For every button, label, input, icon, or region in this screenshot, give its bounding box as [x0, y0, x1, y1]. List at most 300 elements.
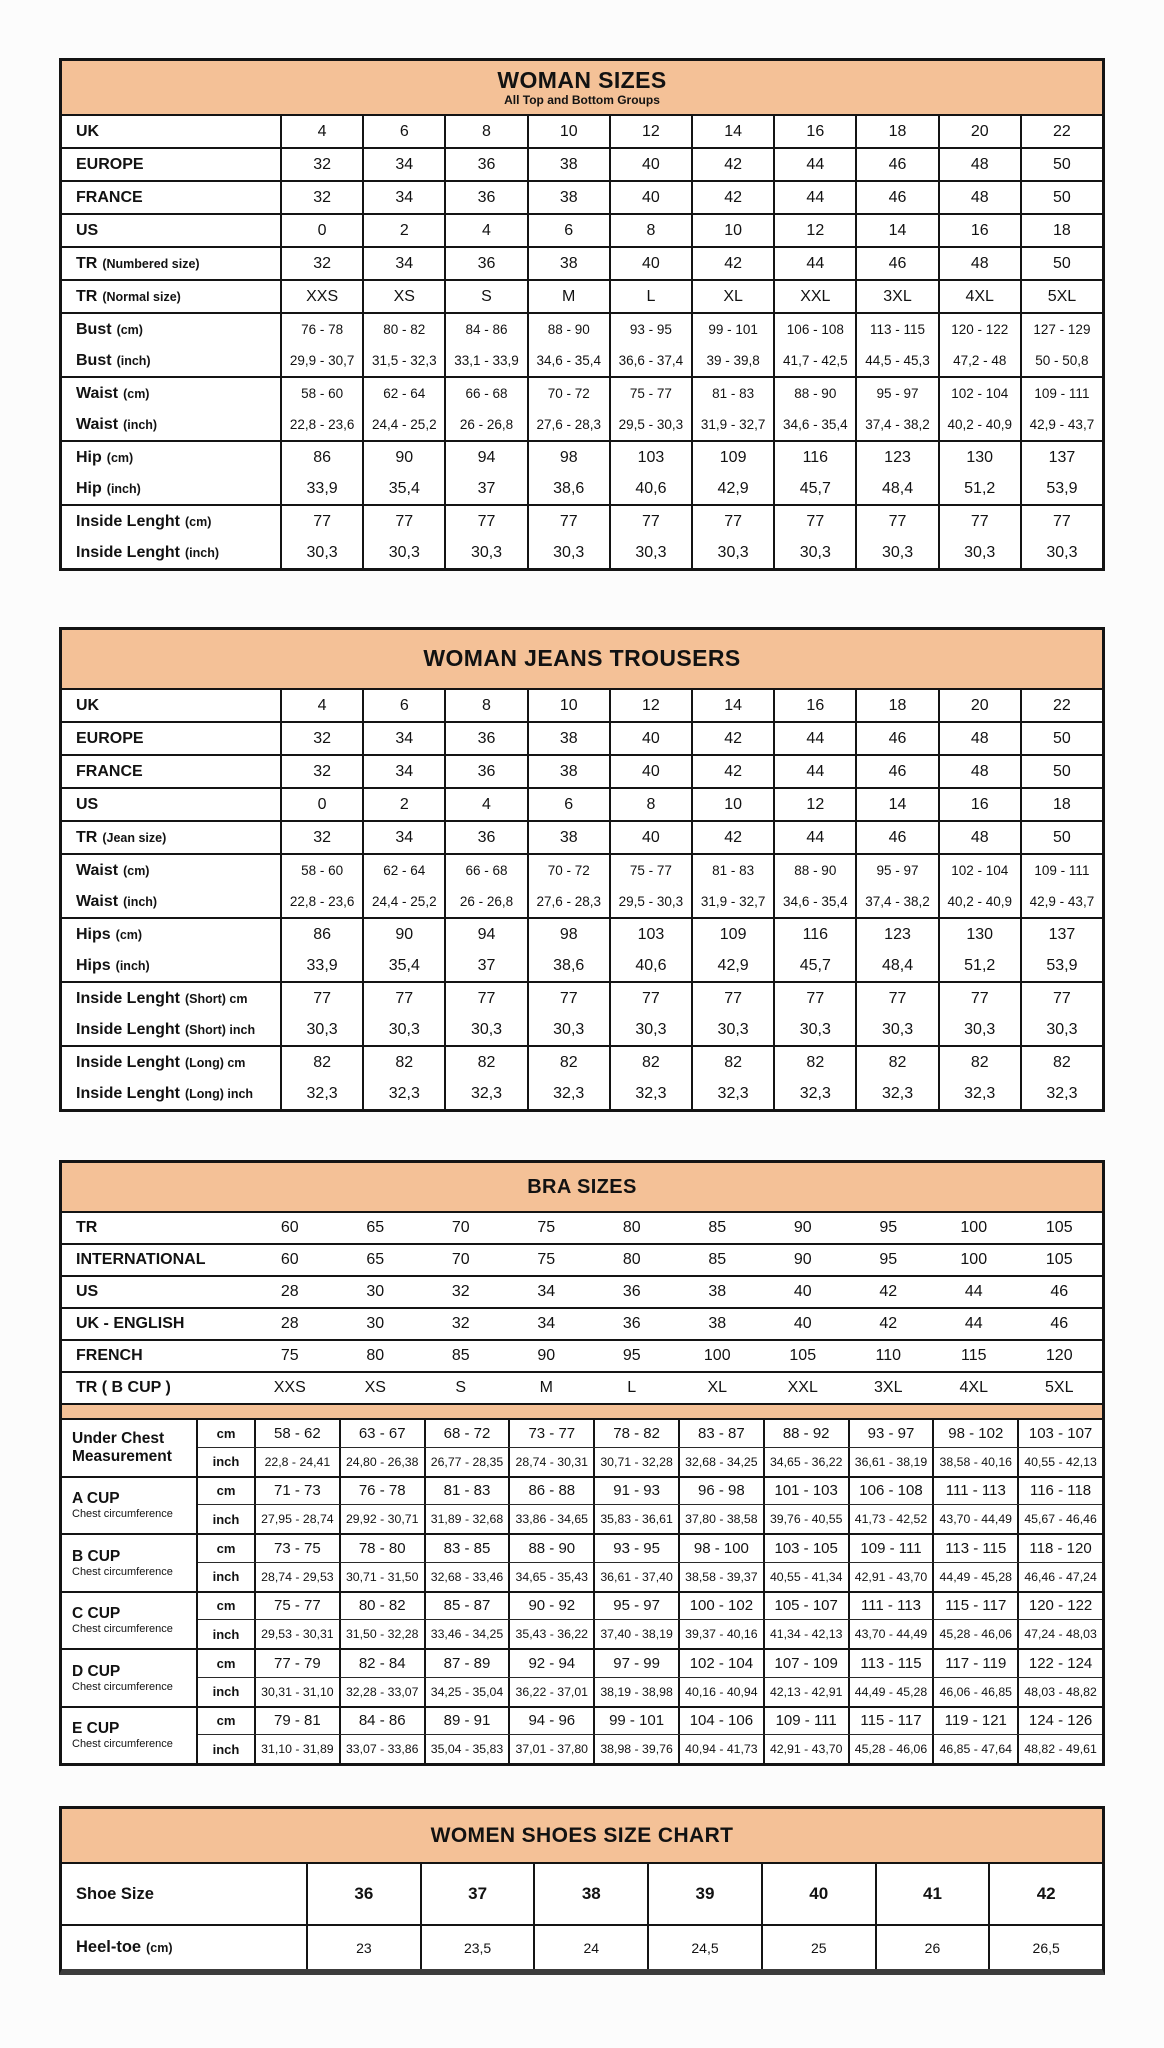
size-value-cell: 42	[693, 822, 775, 853]
size-value-cell: 78 - 82	[595, 1420, 680, 1447]
size-value-cell: 30,3	[775, 537, 857, 568]
size-value-cell: 82	[364, 1047, 446, 1078]
table-title: WOMEN SHOES SIZE CHART	[430, 1823, 734, 1847]
size-value-cell: 22	[1053, 696, 1071, 714]
cup-label	[62, 1478, 198, 1534]
size-value-cell: 70 - 72	[529, 855, 611, 886]
size-value-cell: 68 - 72	[426, 1420, 511, 1447]
row-label	[62, 1926, 308, 1969]
size-value-cell: 113 - 115	[850, 1650, 935, 1677]
row-label-note: (Long) cm	[185, 1055, 246, 1070]
size-value-cell: 30,3	[611, 537, 693, 568]
row-label-text: UK	[76, 122, 100, 140]
jeans-body	[62, 690, 1102, 1109]
row-label: TR	[76, 1219, 98, 1236]
size-value-cell: 40	[611, 182, 693, 213]
row-group	[62, 506, 1102, 568]
size-value-cell: 60	[280, 1251, 299, 1268]
table-title: WOMAN SIZES	[497, 66, 667, 93]
size-value-cell: 38	[529, 822, 611, 853]
size-value-cell: 39,37 - 40,16	[680, 1620, 765, 1648]
table-row	[62, 1864, 1102, 1924]
size-value-cell: 31,89 - 32,68	[426, 1505, 511, 1533]
size-value-cell: 88 - 92	[765, 1420, 850, 1447]
row-label-note: (inch)	[106, 481, 141, 496]
size-value-cell: 32,3	[693, 1078, 775, 1109]
size-value-cell: 80	[366, 1347, 385, 1364]
size-value-cell: 95 - 97	[595, 1593, 680, 1620]
size-value-cell: 94	[446, 919, 528, 950]
table-row	[62, 473, 1102, 504]
row-label-text: Waist	[76, 861, 119, 879]
size-value-cell: 75	[537, 1251, 556, 1268]
row-label-text: Hips	[76, 956, 111, 974]
size-value-cell: 66 - 68	[446, 855, 528, 886]
bra-conversion-row	[62, 1277, 1102, 1309]
size-value-cell: 16	[775, 116, 857, 147]
cup-inch-row	[198, 1735, 1102, 1763]
size-value-cell: 137	[1048, 448, 1076, 466]
size-value-cell: 98	[529, 442, 611, 473]
row-label-text: Inside Lenght	[76, 1084, 180, 1102]
size-value-cell: 40	[793, 1315, 812, 1332]
bra-header	[62, 1163, 1102, 1213]
size-value-cell: 109 - 111	[765, 1708, 850, 1735]
table-row	[62, 345, 1102, 376]
row-label-text: Inside Lenght	[76, 543, 180, 561]
size-value-cell: 81 - 83	[693, 855, 775, 886]
size-value-cell: 41,73 - 42,52	[850, 1505, 935, 1533]
cup-label	[62, 1593, 198, 1649]
size-value-cell: 41,7 - 42,5	[775, 345, 857, 376]
row-label-note: (cm)	[123, 863, 150, 878]
size-value-cell: 35,83 - 36,61	[595, 1505, 680, 1533]
cup-rows	[198, 1535, 1102, 1591]
size-value-cell: 53,9	[1046, 479, 1078, 497]
row-label-note: (Normal size)	[102, 289, 181, 304]
size-value-cell: 76 - 78	[282, 314, 364, 345]
row-group	[62, 822, 1102, 855]
size-value-cell: 70	[451, 1219, 470, 1236]
size-value-cell: 18	[1053, 221, 1071, 239]
size-value-cell: 77	[611, 983, 693, 1014]
row-group	[62, 690, 1102, 723]
size-value-cell: 82	[693, 1047, 775, 1078]
size-value-cell: 36	[446, 756, 528, 787]
size-value-cell: 116	[775, 442, 857, 473]
table-row	[62, 1926, 1102, 1969]
row-group	[62, 378, 1102, 442]
size-value-cell: 30,3	[364, 1014, 446, 1045]
size-value-cell: 34,6 - 35,4	[529, 345, 611, 376]
size-value-cell: 32,28 - 33,07	[341, 1678, 426, 1706]
table-row	[62, 149, 1102, 180]
shoes-size-table	[59, 1806, 1105, 1975]
size-value-cell: 16	[940, 215, 1022, 246]
row-label-text: UK	[76, 696, 100, 714]
size-value-cell: 53,9	[1046, 956, 1078, 974]
cup-rows	[198, 1420, 1102, 1476]
size-value-cell: 46	[1050, 1283, 1069, 1300]
size-value-cell: 44,49 - 45,28	[934, 1563, 1019, 1591]
size-value-cell: 23	[308, 1926, 422, 1969]
size-value-cell: 37	[446, 473, 528, 504]
size-value-cell: 30,71 - 32,28	[595, 1448, 680, 1476]
size-value-cell: 32	[282, 723, 364, 754]
bra-conversion-row	[62, 1341, 1102, 1373]
size-value-cell: 10	[529, 690, 611, 721]
bra-conversion-row	[62, 1245, 1102, 1277]
size-value-cell: 116	[775, 919, 857, 950]
size-value-cell: 32,3	[611, 1078, 693, 1109]
unit-label: cm	[198, 1593, 256, 1620]
cup-group	[62, 1708, 1102, 1764]
size-value-cell: 0	[282, 789, 364, 820]
size-value-cell: 28,74 - 30,31	[510, 1448, 595, 1476]
size-value-cell: 32	[282, 822, 364, 853]
size-value-cell: 51,2	[940, 950, 1022, 981]
size-value-cell: 27,95 - 28,74	[256, 1505, 341, 1533]
size-value-cell: 36,61 - 37,40	[595, 1563, 680, 1591]
size-value-cell: 78 - 80	[341, 1535, 426, 1562]
size-value-cell: 95	[879, 1251, 898, 1268]
size-value-cell: 36	[446, 822, 528, 853]
size-value-cell: 50	[1053, 188, 1071, 206]
size-value-cell: S	[455, 1379, 467, 1396]
unit-label: cm	[198, 1478, 256, 1505]
size-value-cell: 32	[451, 1283, 470, 1300]
row-label-text: Waist	[76, 384, 119, 402]
size-value-cell: 77	[693, 506, 775, 537]
size-value-cell: 32	[282, 248, 364, 279]
cup-cm-row	[198, 1420, 1102, 1448]
size-value-cell: 27,6 - 28,3	[529, 886, 611, 917]
size-value-cell: 40,6	[611, 473, 693, 504]
cup-name: A CUP	[72, 1490, 120, 1508]
size-value-cell: 106 - 108	[775, 314, 857, 345]
size-value-cell: 81 - 83	[693, 378, 775, 409]
size-value-cell: 100	[960, 1219, 988, 1236]
size-value-cell: 41	[877, 1864, 991, 1924]
size-value-cell: 42,91 - 43,70	[765, 1735, 850, 1763]
size-value-cell: 51,2	[940, 473, 1022, 504]
size-value-cell: 48	[940, 723, 1022, 754]
size-value-cell: 83 - 85	[426, 1535, 511, 1562]
size-value-cell: 42	[693, 248, 775, 279]
size-value-cell: 22,8 - 23,6	[282, 886, 364, 917]
size-value-cell: 116 - 118	[1029, 1482, 1092, 1500]
size-value-cell: 77	[1053, 512, 1071, 530]
size-value-cell: 50	[1053, 254, 1071, 272]
size-value-cell: 122 - 124	[1028, 1654, 1093, 1672]
size-value-cell: 42	[693, 182, 775, 213]
size-value-cell: 73 - 75	[256, 1535, 341, 1562]
size-value-cell: 37	[422, 1864, 536, 1924]
size-value-cell: 32,3	[1046, 1084, 1078, 1102]
size-value-cell: 34	[364, 756, 446, 787]
size-value-cell: 4	[282, 690, 364, 721]
size-value-cell: 46,85 - 47,64	[934, 1735, 1019, 1763]
table-row	[62, 182, 1102, 213]
size-value-cell: 33,1 - 33,9	[446, 345, 528, 376]
size-value-cell: 80 - 82	[364, 314, 446, 345]
size-value-cell: 32,3	[775, 1078, 857, 1109]
size-value-cell: 38,58 - 40,16	[934, 1448, 1019, 1476]
size-value-cell: 77	[857, 983, 939, 1014]
cup-inch-row	[198, 1563, 1102, 1591]
size-value-cell: 38	[535, 1864, 649, 1924]
size-value-cell: 22,8 - 23,6	[282, 409, 364, 440]
size-value-cell: 95 - 97	[857, 855, 939, 886]
size-value-cell: 34,25 - 35,04	[426, 1678, 511, 1706]
size-value-cell: 102 - 104	[940, 855, 1022, 886]
size-value-cell: 28	[280, 1315, 299, 1332]
unit-label: inch	[198, 1563, 256, 1591]
size-value-cell: 84 - 86	[341, 1708, 426, 1735]
woman-sizes-header	[62, 61, 1102, 116]
size-value-cell: 58 - 62	[256, 1420, 341, 1447]
jeans-header	[62, 630, 1102, 690]
size-value-cell: 63 - 67	[341, 1420, 426, 1447]
size-value-cell: 16	[940, 789, 1022, 820]
size-value-cell: 42	[693, 149, 775, 180]
table-row	[62, 248, 1102, 279]
row-group	[62, 442, 1102, 506]
row-label	[62, 473, 282, 504]
row-label-text: Inside Lenght	[76, 989, 180, 1007]
size-value-cell: 30,3	[940, 1014, 1022, 1045]
size-value-cell: 37,4 - 38,2	[857, 886, 939, 917]
size-value-cell: 75	[537, 1219, 556, 1236]
size-value-cell: 46	[857, 248, 939, 279]
cup-label	[62, 1420, 198, 1476]
size-value-cell: 30,3	[857, 1014, 939, 1045]
size-value-cell: 82	[1053, 1053, 1071, 1071]
size-value-cell: 103 - 105	[765, 1535, 850, 1562]
row-label-note: (cm)	[115, 927, 143, 942]
row-label-note: (Jean size)	[102, 830, 167, 845]
size-value-cell: 20	[940, 690, 1022, 721]
size-value-cell: 77	[857, 506, 939, 537]
size-value-cell: 42	[1036, 1884, 1056, 1903]
unit-label: cm	[198, 1420, 256, 1447]
size-value-cell: 18	[857, 116, 939, 147]
size-value-cell: 90	[793, 1251, 812, 1268]
size-value-cell: 40,16 - 40,94	[680, 1678, 765, 1706]
size-value-cell: 24,4 - 25,2	[364, 886, 446, 917]
size-value-cell: 36	[622, 1283, 641, 1300]
size-value-cell: 6	[529, 789, 611, 820]
size-value-cell: 79 - 81	[256, 1708, 341, 1735]
table-row	[62, 378, 1102, 409]
size-value-cell: 42	[693, 756, 775, 787]
bra-cup-matrix	[62, 1420, 1102, 1763]
size-value-cell: 5XL	[1047, 287, 1077, 305]
row-label-text: Inside Lenght	[76, 1053, 180, 1071]
size-value-cell: 50	[1053, 828, 1071, 846]
table-row	[62, 919, 1102, 950]
size-value-cell: 29,92 - 30,71	[341, 1505, 426, 1533]
spacer	[59, 1766, 1164, 1806]
size-value-cell: 44	[964, 1315, 983, 1332]
size-value-cell: 36,22 - 37,01	[510, 1678, 595, 1706]
size-value-cell: 48	[940, 756, 1022, 787]
size-value-cell: 38,6	[529, 473, 611, 504]
size-value-cell: 29,5 - 30,3	[611, 886, 693, 917]
size-value-cell: 26 - 26,8	[446, 409, 528, 440]
row-label-note: (cm)	[106, 450, 134, 465]
size-value-cell: 32,3	[940, 1078, 1022, 1109]
size-value-cell: 48,82 - 49,61	[1024, 1742, 1097, 1757]
size-value-cell: 27,6 - 28,3	[529, 409, 611, 440]
size-value-cell: 44,49 - 45,28	[850, 1678, 935, 1706]
cup-subtitle: Chest circumference	[72, 1623, 173, 1636]
row-group	[62, 182, 1102, 215]
size-value-cell: 90 - 92	[510, 1593, 595, 1620]
size-value-cell: L	[611, 281, 693, 312]
size-value-cell: 50 - 50,8	[1035, 353, 1089, 368]
size-value-cell: 99 - 101	[595, 1708, 680, 1735]
size-value-cell: 105	[1045, 1219, 1073, 1236]
row-label-note: (inch)	[123, 417, 158, 432]
size-value-cell: 130	[940, 919, 1022, 950]
cup-inch-row	[198, 1620, 1102, 1648]
cup-rows	[198, 1650, 1102, 1706]
size-value-cell: 87 - 89	[426, 1650, 511, 1677]
size-value-cell: 46	[857, 756, 939, 787]
size-value-cell: 106 - 108	[850, 1478, 935, 1505]
size-value-cell: 92 - 94	[510, 1650, 595, 1677]
size-value-cell: 48	[940, 822, 1022, 853]
size-value-cell: 32,3	[529, 1078, 611, 1109]
size-value-cell: 86	[282, 919, 364, 950]
cup-label	[62, 1708, 198, 1764]
size-value-cell: 32	[282, 149, 364, 180]
row-group	[62, 789, 1102, 822]
size-value-cell: 2	[364, 215, 446, 246]
size-value-cell: 22	[1053, 122, 1071, 140]
size-value-cell: 85 - 87	[426, 1593, 511, 1620]
size-value-cell: 42	[879, 1283, 898, 1300]
row-label	[62, 281, 282, 312]
table-row	[62, 950, 1102, 981]
size-value-cell: 30,3	[364, 537, 446, 568]
row-label-text: Heel-toe	[76, 1938, 142, 1956]
cup-label	[62, 1535, 198, 1591]
size-value-cell: 75 - 77	[611, 378, 693, 409]
size-value-cell: 47,2 - 48	[940, 345, 1022, 376]
size-value-cell: 77	[775, 983, 857, 1014]
size-value-cell: 40,55 - 42,13	[1024, 1454, 1097, 1469]
size-value-cell: 88 - 90	[775, 378, 857, 409]
row-label: INTERNATIONAL	[76, 1251, 206, 1268]
size-value-cell: 96 - 98	[680, 1478, 765, 1505]
size-value-cell: 70 - 72	[529, 378, 611, 409]
size-value-cell: 58 - 60	[282, 378, 364, 409]
size-value-cell: 32,3	[857, 1078, 939, 1109]
row-label	[62, 950, 282, 981]
size-value-cell: 26 - 26,8	[446, 886, 528, 917]
size-value-cell: 123	[857, 442, 939, 473]
size-value-cell: 44	[775, 248, 857, 279]
unit-label: cm	[198, 1708, 256, 1735]
size-value-cell: 36	[446, 723, 528, 754]
size-value-cell: 5XL	[1045, 1379, 1074, 1396]
size-value-cell: 119 - 121	[934, 1708, 1019, 1735]
row-label	[62, 442, 282, 473]
size-value-cell: 71 - 73	[256, 1478, 341, 1505]
table-row	[62, 1047, 1102, 1078]
table-row	[62, 756, 1102, 787]
size-value-cell: 14	[857, 789, 939, 820]
size-value-cell: 42,9 - 43,7	[1029, 417, 1095, 432]
size-value-cell: 109 - 111	[850, 1535, 935, 1562]
row-label-text: Waist	[76, 415, 119, 433]
size-value-cell: 20	[940, 116, 1022, 147]
size-value-cell: 102 - 104	[680, 1650, 765, 1677]
row-label	[62, 149, 282, 180]
size-value-cell: 48	[940, 248, 1022, 279]
size-value-cell: 77	[940, 506, 1022, 537]
size-value-cell: 30,3	[1046, 1020, 1078, 1038]
size-value-cell: 109	[693, 442, 775, 473]
cup-group	[62, 1593, 1102, 1651]
size-value-cell: 31,10 - 31,89	[256, 1735, 341, 1763]
cup-rows	[198, 1478, 1102, 1534]
size-value-cell: 38,6	[529, 950, 611, 981]
table-row	[62, 886, 1102, 917]
bra-conversion-row	[62, 1309, 1102, 1341]
size-value-cell: 31,5 - 32,3	[364, 345, 446, 376]
size-value-cell: 82	[940, 1047, 1022, 1078]
size-value-cell: 77	[529, 983, 611, 1014]
size-value-cell: 30	[366, 1283, 385, 1300]
size-value-cell: 104 - 106	[680, 1708, 765, 1735]
size-value-cell: 75	[280, 1347, 299, 1364]
size-value-cell: 33,9	[282, 950, 364, 981]
size-value-cell: 38	[529, 149, 611, 180]
size-value-cell: 90	[793, 1219, 812, 1236]
size-value-cell: 18	[857, 690, 939, 721]
size-value-cell: 30,3	[940, 537, 1022, 568]
shoes-header	[62, 1809, 1102, 1864]
size-value-cell: 38	[529, 723, 611, 754]
size-value-cell: 31,9 - 32,7	[693, 409, 775, 440]
size-value-cell: 24,5	[649, 1926, 763, 1969]
cup-inch-row	[198, 1678, 1102, 1706]
size-value-cell: 111 - 113	[934, 1478, 1019, 1505]
size-value-cell: 36,6 - 37,4	[611, 345, 693, 376]
row-label-note: (Numbered size)	[102, 256, 200, 271]
size-value-cell: 109 - 111	[1034, 386, 1090, 401]
row-label-note: (cm)	[116, 322, 143, 337]
size-value-cell: 110	[875, 1347, 901, 1364]
size-value-cell: 82	[529, 1047, 611, 1078]
row-label	[62, 1047, 282, 1078]
size-value-cell: 77	[940, 983, 1022, 1014]
spacer	[59, 571, 1164, 627]
size-value-cell: XS	[364, 281, 446, 312]
size-value-cell: 77	[693, 983, 775, 1014]
size-value-cell: 88 - 90	[529, 314, 611, 345]
size-value-cell: 35,4	[364, 473, 446, 504]
size-value-cell: XS	[364, 1379, 386, 1396]
bra-conversion-rows	[62, 1213, 1102, 1405]
row-label-text: Inside Lenght	[76, 1020, 180, 1038]
size-value-cell: 94 - 96	[510, 1708, 595, 1735]
size-value-cell: 6	[364, 690, 446, 721]
size-value-cell: 120 - 122	[1028, 1597, 1093, 1615]
